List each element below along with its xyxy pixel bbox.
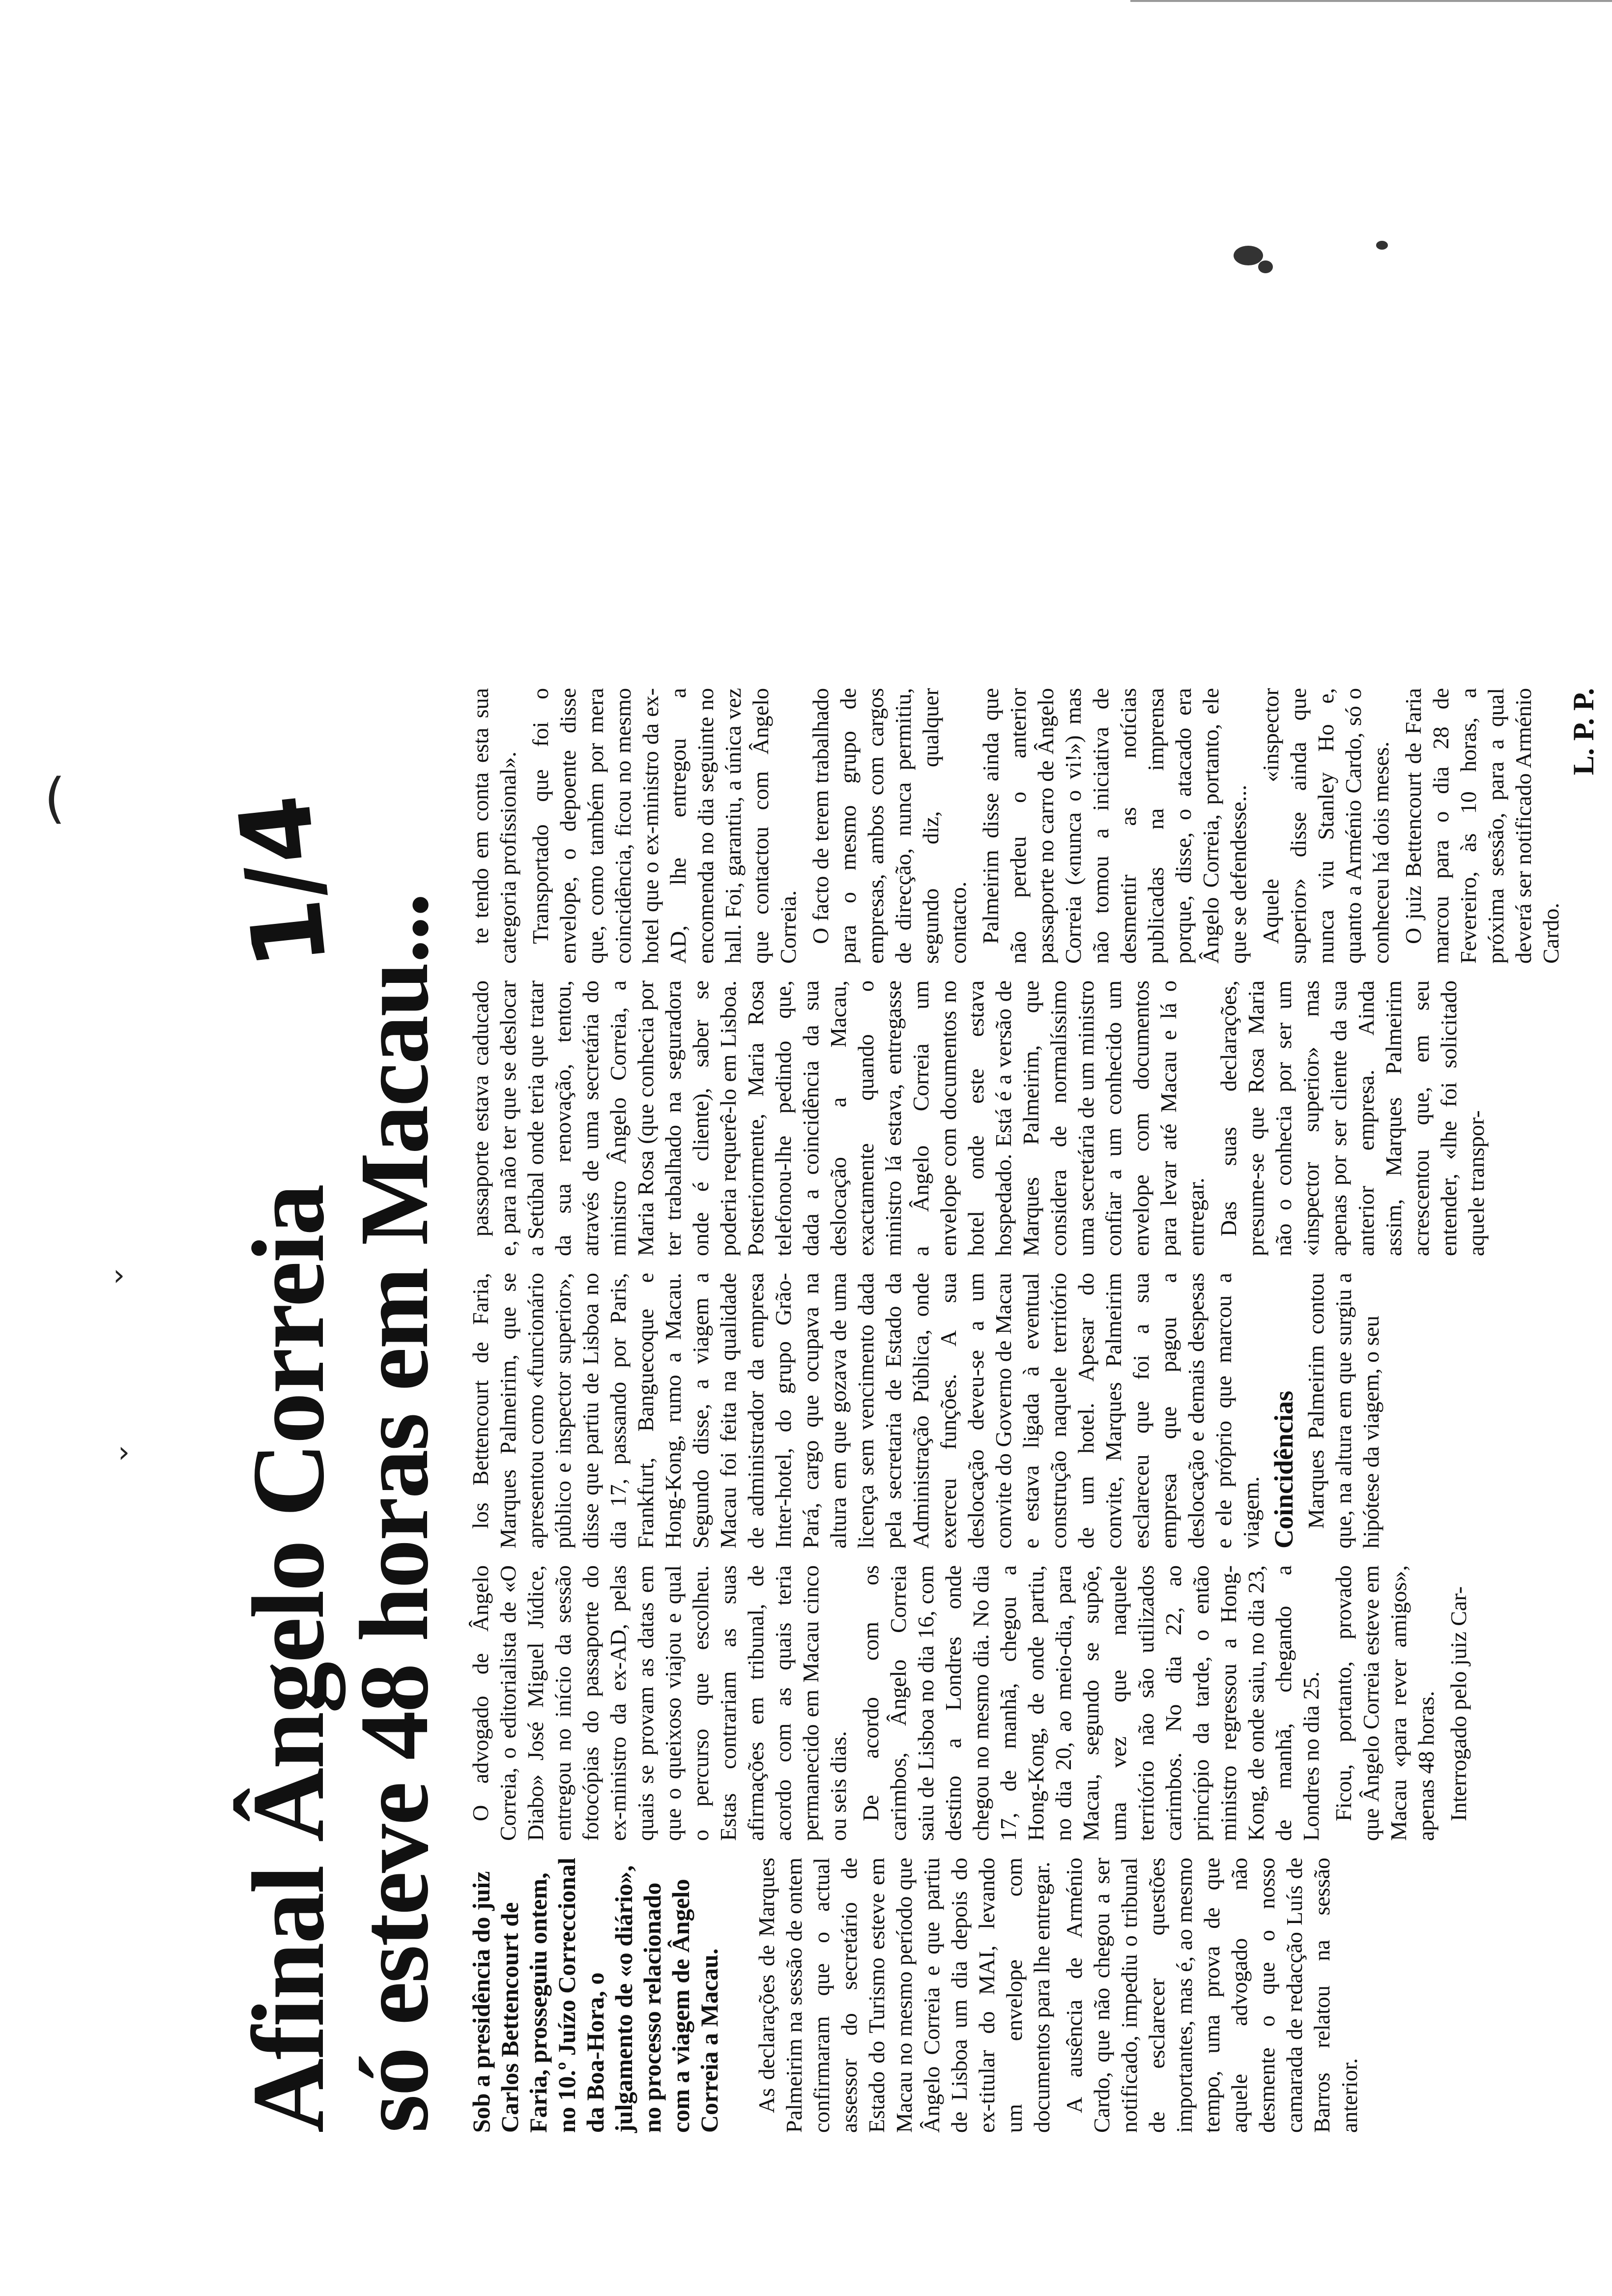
scan-edge-line	[1130, 0, 1612, 2]
paragraph: los Bettencourt de Faria, Marques Palmeirim, que se apresentou como «funcionário público e inspector superior», disse que partiu de Lisboa no dia 17, passando por Paris, Frankfurt, Banguecoque e Hong-Kong, rumo a Macau. Segundo disse, a viagem a Macau foi feita na qualidade de administrador da empresa Inter-hotel, do grupo Grão-Pará, cargo que ocupava na altura em que gozava de uma licença sem vencimento dada pela secretaria de Estado da Administração Pública, onde exerceu funções. A sua deslocação deveu-se a um convite do Governo de Macau e estava ligada à eventual construção naquele território de um hotel. Apesar do convite, Marques Palmeirim esclareceu que foi a sua empresa que pagou a deslocação e demais despesas e ele próprio que marcou a viagem.	[468, 1273, 1264, 1549]
paragraph: Das suas declarações, presume-se que Rosa Maria não o conhecia por ser um «inspector superior» mas apenas por ser cliente da sua anterior empresa. Ainda assim, Marques Palmeirim acrescentou que, em seu entender, «lhe foi solicitado aquele transpor-	[1216, 980, 1489, 1256]
paragraph: As declarações de Marques Palmeirim na sessão de ontem confirmaram que o actual assessor do secretário de Estado do Turismo esteve em Macau no mesmo período que Ângelo Correia e que partiu de Lisboa um dia depois do ex-titular do MAI, levando um envelope com documentos para lhe entregar.	[754, 1858, 1054, 2133]
paragraph: Ficou, portanto, provado que Ângelo Correia esteve em Macau «para rever amigos», apenas 48 horas.	[1331, 1565, 1439, 1841]
paragraph: Palmeirim disse ainda que não perdeu o anterior passaporte no carro de Ângelo Correia («nunca o vi!») mas não tomou a iniciativa de desmentir as notícias publicadas na imprensa porque, disse, o atacado era Ângelo Correia, portanto, ele que se defendesse...	[978, 688, 1251, 964]
article-lead: Sob a presidência do juiz Carlos Bettencourt de Faria, prosseguiu ontem, no 10.º Juízo Correccional da Boa-Hora, o julgamento de «o diário», no processo relacionado com a viagem de Ângelo Correia a Macau.	[467, 1858, 723, 2133]
scan-speck	[1376, 241, 1388, 250]
headline-line-1: Afinal Ângelo Correia	[231, 1185, 345, 2133]
paragraph: te tendo em conta esta sua categoria profissional».	[468, 688, 520, 964]
paragraph: De acordo com os carimbos, Ângelo Correia saiu de Lisboa no dia 16, com destino a Londres onde chegou no mesmo dia. No dia 17, de manhã, chegou a Hong-Kong, de onde partiu, no dia 20, ao meio-dia, para Macau, segundo se supõe, uma vez que naquele território não são utilizados carimbos. No dia 22, ao princípio da tarde, o então ministro regressou a Hong-Kong, de onde saiu, no dia 23, de manhã, chegando a Londres no dia 25.	[858, 1565, 1324, 1841]
scan-speck	[1234, 246, 1263, 265]
handwritten-date: 1/4	[217, 790, 349, 974]
margin-bracket-mark: (	[44, 767, 65, 830]
article-column-5	[467, 688, 1600, 964]
headline-line-2: só esteve 48 horas em Macau...	[340, 894, 449, 2133]
lead-column-text	[753, 1858, 1363, 2133]
newspaper-clipping	[217, 673, 1600, 2148]
paragraph: A ausência de Arménio Cardo, que não chegou a ser notificado, impediu o tribunal de esclarecer questões importantes, mas é, ao mesmo tempo, uma prova de que aquele advogado não desmente o que o nosso camarada de redacção Luís de Barros relatou na sessão anterior.	[1062, 1858, 1362, 2133]
paragraph: passaporte estava caducado e, para não ter que se deslocar a Setúbal onde teria que tratar da sua renovação, tentou, através de uma secretária do ministro Ângelo Correia, a Maria Rosa (que conhecia por ter trabalhado na seguradora onde é cliente), saber se poderia requerê-lo em Lisboa. Posteriormente, Maria Rosa telefonou-lhe pedindo que, dada a coincidência da sua deslocação a Macau, exactamente quando o ministro lá estava, entregasse a Ângelo Correia um envelope com documentos no hotel onde este estava hospedado. Está é a versão de Marques Palmeirim, que considera de normalíssimo uma secretária de um ministro confiar a um conhecido um envelope com documentos para levar até Macau e lá o entregar.	[468, 980, 1209, 1256]
paragraph: O facto de terem trabalhado para o mesmo grupo de empresas, ambos com cargos de direcção, nunca permitiu, segundo diz, qualquer contacto.	[808, 688, 971, 964]
lead-column	[467, 1858, 1597, 2133]
paragraph: O juiz Bettencourt de Faria marcou para o dia 28 de Fevereiro, às 10 horas, a próxima sessão, para a qual deverá ser notificado Arménio Cardo.	[1401, 688, 1563, 964]
subheading: Coincidências	[1269, 1390, 1298, 1549]
article-body	[467, 688, 1600, 2133]
paragraph: Interrogado pelo juiz Car-	[1446, 1586, 1471, 1821]
author-signature: L. P. P.	[1567, 688, 1600, 775]
article-column-4	[467, 980, 1597, 1256]
margin-small-mark: ›	[113, 1258, 125, 1292]
paragraph: Marques Palmeirim contou que, na altura em que surgiu a hipótese da viagem, o seu	[1303, 1273, 1383, 1549]
article-column-2	[467, 1565, 1597, 1841]
paragraph: O advogado de Ângelo Correia, o editorialista de «O Diabo» José Miguel Júdice, entregou no início da sessão fotocópias do passaporte do ex-ministro da ex-AD, pelas quais se provam as datas em que o queixoso viajou e qual o percurso que escolheu. Estas contrariam as suas afirmações em tribunal, de acordo com as quais teria permanecido em Macau cinco ou seis dias.	[468, 1565, 851, 1841]
scan-speck	[1258, 260, 1273, 273]
paragraph: Aquele «inspector superior» disse ainda que nunca viu Stanley Ho e, quanto a Arménio Cardo, só o conheceu há dois meses.	[1258, 688, 1393, 964]
article-column-3	[467, 1273, 1597, 1549]
paragraph: Transportado que foi o envelope, o depoente disse que, como também por mera coincidência, ficou no mesmo hotel que o ex-ministro da ex-AD, lhe entregou a encomenda no dia seguinte no hall. Foi, garantiu, a única vez que contactou com Ângelo Correia.	[528, 688, 801, 964]
margin-small-mark: ›	[118, 1435, 130, 1469]
